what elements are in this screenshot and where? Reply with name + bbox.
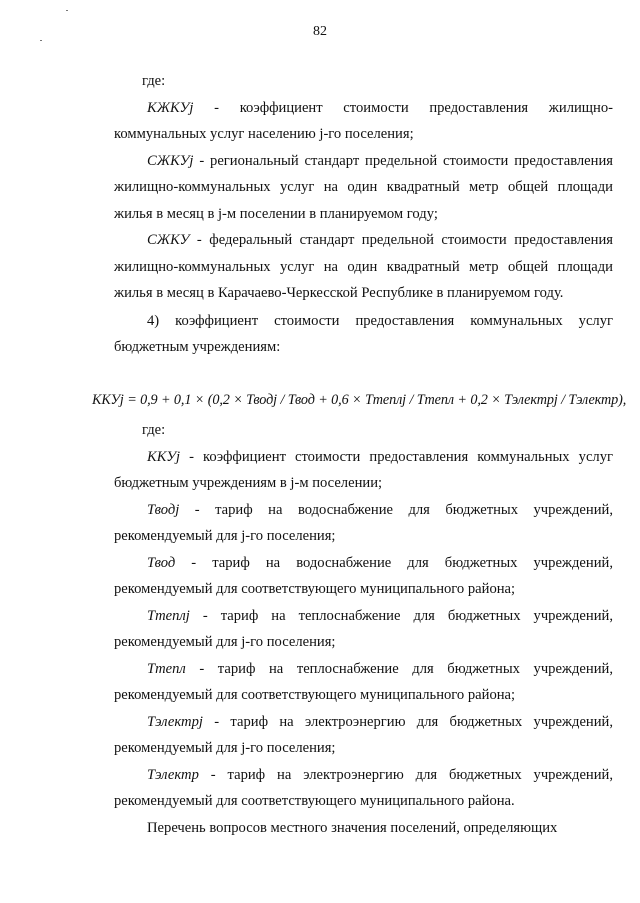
symbol-kku: ККУj bbox=[147, 448, 181, 465]
definition-text: - коэффициент стоимости предоставления жилищно-коммунальных услуг населению j-го поселения; bbox=[114, 99, 613, 142]
page-number: 82 bbox=[313, 24, 327, 39]
definition-text: - тариф на водоснабжение для бюджетных учреждений, рекомендуемый для j-го поселения; bbox=[114, 501, 613, 544]
definition-telektrj bbox=[114, 709, 613, 762]
closing-paragraph: Перечень вопросов местного значения поселений, определяющих bbox=[147, 819, 558, 836]
where-label: где: bbox=[142, 73, 166, 89]
definition-text: - федеральный стандарт предельной стоимости предоставления жилищно-коммунальных услуг на один квадратный метр общей площади жилья в месяц в Карачаево-Черкесской Республике в планируемом году. bbox=[114, 232, 613, 301]
document-body bbox=[92, 68, 627, 841]
definition-text: - региональный стандарт предельной стоимости предоставления жилищно-коммунальных услуг на один квадратный метр общей площади жилья в месяц в j-м поселении в планируемом году; bbox=[114, 152, 613, 222]
definition-ttepl bbox=[114, 656, 613, 709]
definition-tvod bbox=[114, 550, 613, 603]
definition-text: - тариф на водоснабжение для бюджетных учреждений, рекомендуемый для соответствующего муниципального района; bbox=[114, 554, 613, 597]
scan-speck bbox=[66, 10, 68, 11]
symbol-telektr: Тэлектр bbox=[147, 766, 199, 783]
symbol-tvodj: Тводj bbox=[147, 501, 180, 518]
where-label: где: bbox=[142, 422, 166, 438]
formula-kku: ККУj = 0,9 + 0,1 × (0,2 × Тводj / Твод + 0,6 × Ттеплj / Ттепл + 0,2 × Тэлектрj / Тэлектр), bbox=[92, 391, 627, 408]
definition-text: - тариф на теплоснабжение для бюджетных учреждений, рекомендуемый для соответствующего муниципального района; bbox=[114, 660, 613, 703]
definition-kku bbox=[114, 444, 613, 497]
definition-szhkuj bbox=[114, 148, 613, 228]
symbol-szhkuj: СЖКУj bbox=[147, 152, 194, 169]
symbol-telektrj: Тэлектрj bbox=[147, 713, 203, 730]
symbol-ttepl: Ттепл bbox=[147, 660, 186, 677]
definition-tteplj bbox=[114, 603, 613, 656]
symbol-kzhku: КЖКУj bbox=[147, 99, 194, 116]
definition-kzhku bbox=[114, 95, 613, 148]
definition-text: - тариф на электроэнергию для бюджетных учреждений, рекомендуемый для j-го поселения; bbox=[114, 713, 613, 756]
scan-speck bbox=[40, 40, 42, 41]
definition-text: - коэффициент стоимости предоставления коммунальных услуг бюджетным учреждениям в j-м поселении; bbox=[114, 448, 613, 491]
definition-szhku bbox=[114, 227, 613, 307]
definition-text: - тариф на электроэнергию для бюджетных учреждений, рекомендуемый для соответствующего муниципального района. bbox=[114, 766, 613, 809]
symbol-tteplj: Ттеплj bbox=[147, 607, 190, 624]
definition-telektr bbox=[114, 762, 613, 815]
definition-text: - тариф на теплоснабжение для бюджетных учреждений, рекомендуемый для j-го поселения; bbox=[114, 607, 613, 650]
item-4: 4) коэффициент стоимости предоставления коммунальных услуг бюджетным учреждениям: bbox=[114, 312, 613, 355]
definition-tvodj bbox=[114, 497, 613, 550]
symbol-tvod: Твод bbox=[147, 554, 176, 571]
symbol-szhku: СЖКУ bbox=[147, 232, 190, 248]
